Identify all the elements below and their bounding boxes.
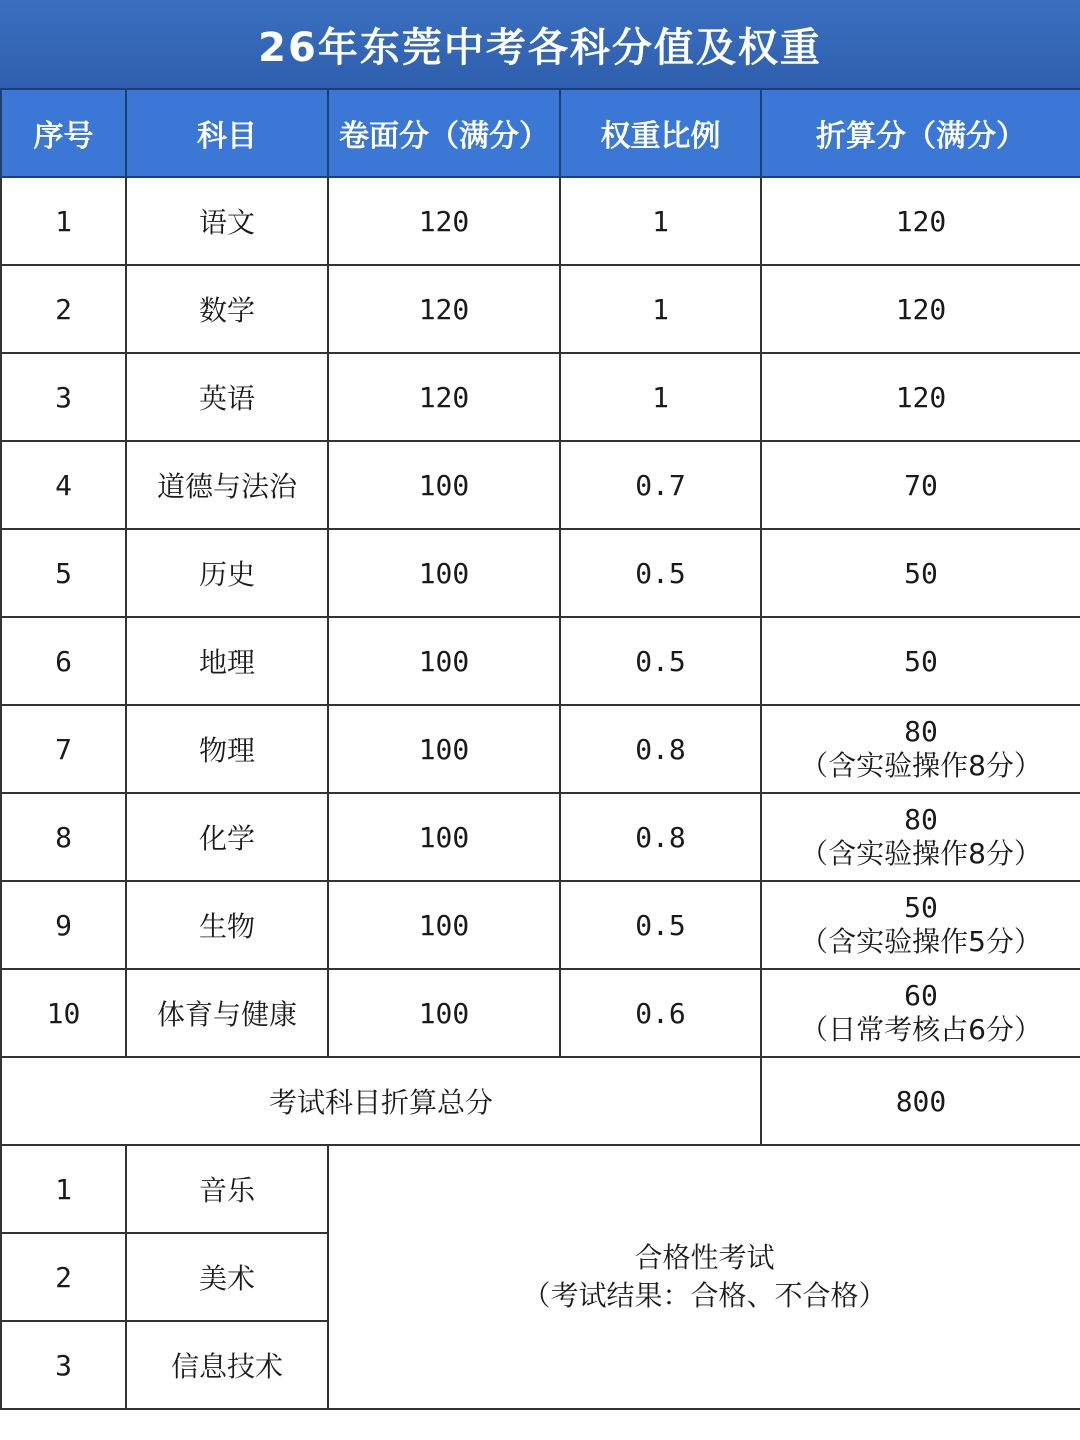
table-row	[1, 705, 1080, 793]
row-converted-score: 120	[761, 353, 1080, 441]
converted-note: （含实验操作5分）	[800, 925, 1042, 958]
pass-row	[1, 1145, 1080, 1233]
row-no: 4	[1, 441, 126, 529]
row-converted-score: 50	[761, 617, 1080, 705]
row-subject: 道德与法治	[126, 441, 328, 529]
row-no: 6	[1, 617, 126, 705]
total-label: 考试科目折算总分	[1, 1057, 761, 1145]
row-weight: 1	[560, 177, 761, 265]
row-subject: 英语	[126, 353, 328, 441]
row-weight: 0.5	[560, 881, 761, 969]
row-weight: 0.5	[560, 529, 761, 617]
pass-row-subject: 音乐	[126, 1145, 328, 1233]
header-paper-score: 卷面分（满分）	[328, 89, 560, 177]
converted-value: 80	[904, 803, 938, 836]
converted-note: （日常考核占6分）	[800, 1013, 1042, 1046]
header-no: 序号	[1, 89, 126, 177]
row-paper-score: 120	[328, 177, 560, 265]
converted-value: 50	[904, 891, 938, 924]
row-paper-score: 100	[328, 969, 560, 1057]
row-converted-score	[761, 881, 1080, 969]
row-no: 5	[1, 529, 126, 617]
pass-exam-note	[328, 1145, 1080, 1409]
row-weight: 0.6	[560, 969, 761, 1057]
pass-row-subject: 信息技术	[126, 1321, 328, 1409]
row-converted-score: 50	[761, 529, 1080, 617]
row-no: 3	[1, 353, 126, 441]
header-converted-score: 折算分（满分）	[761, 89, 1080, 177]
row-subject: 语文	[126, 177, 328, 265]
pass-row-subject: 美术	[126, 1233, 328, 1321]
pass-row-no: 3	[1, 1321, 126, 1409]
table-header-row	[1, 89, 1080, 177]
pass-note-line2: （考试结果：合格、不合格）	[522, 1279, 887, 1312]
pass-row-no: 2	[1, 1233, 126, 1321]
row-no: 9	[1, 881, 126, 969]
table-row	[1, 265, 1080, 353]
row-subject: 数学	[126, 265, 328, 353]
table-row	[1, 441, 1080, 529]
table-row	[1, 793, 1080, 881]
row-converted-score: 120	[761, 177, 1080, 265]
row-weight: 0.8	[560, 793, 761, 881]
row-weight: 0.8	[560, 705, 761, 793]
row-paper-score: 100	[328, 529, 560, 617]
pass-row-no: 1	[1, 1145, 126, 1233]
page-title: 26年东莞中考各科分值及权重	[258, 24, 822, 71]
row-subject: 物理	[126, 705, 328, 793]
converted-value: 60	[904, 979, 938, 1012]
row-paper-score: 100	[328, 881, 560, 969]
table-row	[1, 617, 1080, 705]
row-paper-score: 100	[328, 441, 560, 529]
row-subject: 生物	[126, 881, 328, 969]
table-row	[1, 969, 1080, 1057]
row-subject: 化学	[126, 793, 328, 881]
row-no: 1	[1, 177, 126, 265]
title-bar	[0, 0, 1080, 88]
row-paper-score: 100	[328, 793, 560, 881]
row-paper-score: 100	[328, 617, 560, 705]
table-row	[1, 529, 1080, 617]
row-converted-score	[761, 793, 1080, 881]
row-paper-score: 120	[328, 353, 560, 441]
table-row	[1, 881, 1080, 969]
row-weight: 0.7	[560, 441, 761, 529]
row-no: 7	[1, 705, 126, 793]
row-weight: 1	[560, 265, 761, 353]
row-no: 8	[1, 793, 126, 881]
row-subject: 地理	[126, 617, 328, 705]
converted-value: 80	[904, 715, 938, 748]
row-paper-score: 120	[328, 265, 560, 353]
row-converted-score	[761, 705, 1080, 793]
row-no: 2	[1, 265, 126, 353]
table-row	[1, 353, 1080, 441]
header-subject: 科目	[126, 89, 328, 177]
row-subject: 历史	[126, 529, 328, 617]
pass-note-line1: 合格性考试	[634, 1241, 775, 1274]
converted-note: （含实验操作8分）	[800, 749, 1042, 782]
total-value: 800	[761, 1057, 1080, 1145]
row-no: 10	[1, 969, 126, 1057]
score-table	[0, 88, 1080, 1410]
row-weight: 1	[560, 353, 761, 441]
total-row	[1, 1057, 1080, 1145]
row-converted-score: 120	[761, 265, 1080, 353]
row-subject: 体育与健康	[126, 969, 328, 1057]
converted-note: （含实验操作8分）	[800, 837, 1042, 870]
table-row	[1, 177, 1080, 265]
header-weight: 权重比例	[560, 89, 761, 177]
row-paper-score: 100	[328, 705, 560, 793]
row-converted-score: 70	[761, 441, 1080, 529]
row-converted-score	[761, 969, 1080, 1057]
row-weight: 0.5	[560, 617, 761, 705]
